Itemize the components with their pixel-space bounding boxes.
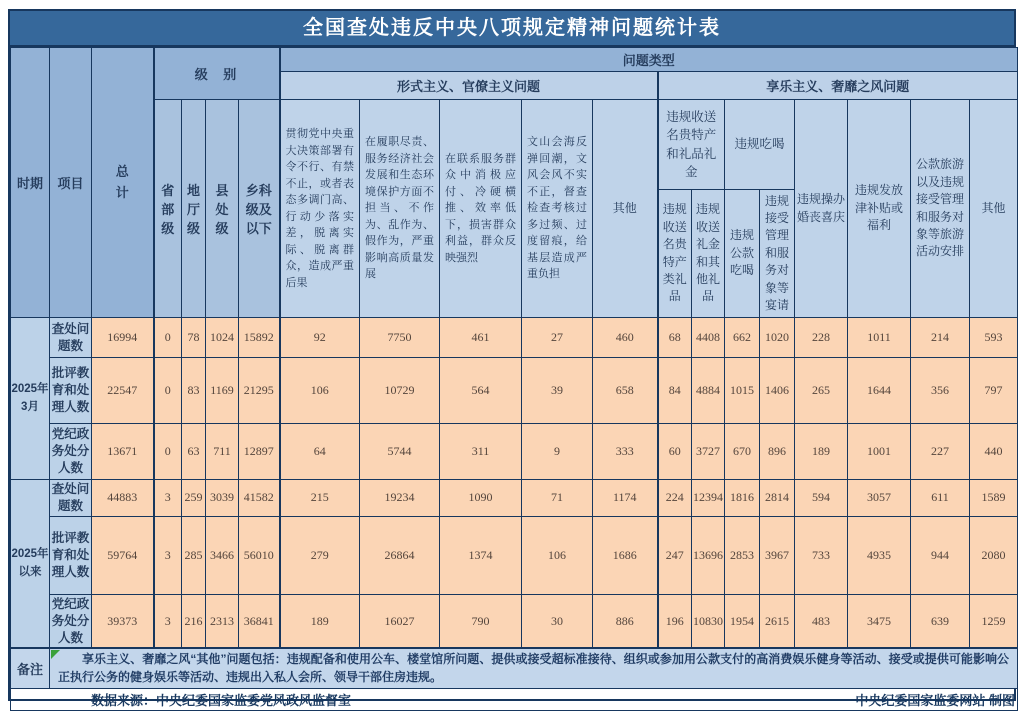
data-cell: 3039 xyxy=(206,480,239,517)
table-row xyxy=(11,480,1018,517)
data-cell: 1816 xyxy=(725,480,760,517)
data-cell: 1406 xyxy=(760,358,795,424)
data-cell: 7750 xyxy=(360,318,440,358)
data-cell: 1020 xyxy=(760,318,795,358)
data-cell: 13696 xyxy=(692,516,725,594)
data-cell: 3475 xyxy=(848,594,911,648)
data-cell: 228 xyxy=(795,318,848,358)
data-cell: 60 xyxy=(658,424,692,480)
col-header-formalism-other: 其他 xyxy=(593,100,658,318)
data-cell: 3967 xyxy=(760,516,795,594)
page-title: 全国查处违反中央八项规定精神问题统计表 xyxy=(10,11,1014,47)
data-cell: 0 xyxy=(154,424,182,480)
col-header-formalism-4: 文山会海反弹回潮，文风会风不实不正，督查检查考核过多过频、过度留痕，给基层造成严重负担 xyxy=(522,100,593,318)
data-cell: 216 xyxy=(182,594,206,648)
data-cell: 4884 xyxy=(692,358,725,424)
data-cell: 78 xyxy=(182,318,206,358)
note-label: 备注 xyxy=(11,648,50,688)
data-cell: 10830 xyxy=(692,594,725,648)
data-cell: 594 xyxy=(795,480,848,517)
data-cell: 3466 xyxy=(206,516,239,594)
col-header-formalism-1: 贯彻党中央重大决策部署有令不行、有禁不止，或者表态多调门高、行动少落实差，脱离实际、脱离群众，造成严重后果 xyxy=(280,100,360,318)
data-cell: 460 xyxy=(593,318,658,358)
data-cell: 886 xyxy=(593,594,658,648)
data-cell: 9 xyxy=(522,424,593,480)
col-header-hedonism-other: 其他 xyxy=(970,100,1018,318)
data-cell: 39373 xyxy=(92,594,154,648)
data-cell: 0 xyxy=(154,318,182,358)
data-cell: 44883 xyxy=(92,480,154,517)
data-cell: 106 xyxy=(522,516,593,594)
data-cell: 1686 xyxy=(593,516,658,594)
data-cell: 63 xyxy=(182,424,206,480)
data-cell: 5744 xyxy=(360,424,440,480)
data-cell: 56010 xyxy=(239,516,280,594)
data-cell: 265 xyxy=(795,358,848,424)
data-cell: 12897 xyxy=(239,424,280,480)
data-cell: 227 xyxy=(911,424,970,480)
data-cell: 15892 xyxy=(239,318,280,358)
data-cell: 259 xyxy=(182,480,206,517)
data-cell: 593 xyxy=(970,318,1018,358)
data-cell: 3 xyxy=(154,480,182,517)
data-cell: 2853 xyxy=(725,516,760,594)
col-header-level-group: 级 别 xyxy=(154,48,280,100)
data-cell: 662 xyxy=(725,318,760,358)
data-cell: 1644 xyxy=(848,358,911,424)
row-label: 查处问题数 xyxy=(50,318,92,358)
data-cell: 16994 xyxy=(92,318,154,358)
data-cell: 1374 xyxy=(440,516,522,594)
col-header-dining-public-funds: 违规公款吃喝 xyxy=(725,190,760,318)
data-cell: 461 xyxy=(440,318,522,358)
note-cell xyxy=(50,648,1018,688)
data-cell: 39 xyxy=(522,358,593,424)
data-cell: 733 xyxy=(795,516,848,594)
data-cell: 896 xyxy=(760,424,795,480)
col-header-item: 项目 xyxy=(50,48,92,318)
data-cell: 311 xyxy=(440,424,522,480)
data-cell: 22547 xyxy=(92,358,154,424)
data-cell: 0 xyxy=(154,358,182,424)
data-cell: 285 xyxy=(182,516,206,594)
data-cell: 41582 xyxy=(239,480,280,517)
data-cell: 1011 xyxy=(848,318,911,358)
data-cell: 711 xyxy=(206,424,239,480)
col-header-dining-banquets: 违规接受管理和服务对象等宴请 xyxy=(760,190,795,318)
col-header-level-county: 县处级 xyxy=(206,100,239,318)
group-header-hedonism: 享乐主义、奢靡之风问题 xyxy=(658,72,1018,100)
data-source-text: 数据来源：中央纪委国家监委党风政风监督室 xyxy=(91,693,352,709)
table-row xyxy=(11,424,1018,480)
col-header-formalism-3: 在联系服务群众中消极应付、冷硬横推、效率低下，损害群众利益，群众反映强烈 xyxy=(440,100,522,318)
data-cell: 26864 xyxy=(360,516,440,594)
data-cell: 71 xyxy=(522,480,593,517)
col-header-level-prefecture: 地厅级 xyxy=(182,100,206,318)
row-label: 党纪政务处分人数 xyxy=(50,424,92,480)
data-cell: 3 xyxy=(154,594,182,648)
data-cell: 106 xyxy=(280,358,360,424)
data-cell: 279 xyxy=(280,516,360,594)
data-cell: 10729 xyxy=(360,358,440,424)
data-cell: 83 xyxy=(182,358,206,424)
data-cell: 483 xyxy=(795,594,848,648)
source-row xyxy=(11,689,1018,711)
data-cell: 1024 xyxy=(206,318,239,358)
comment-marker-icon xyxy=(51,650,60,659)
statistics-table xyxy=(10,47,1018,711)
table-row xyxy=(11,358,1018,424)
row-label: 查处问题数 xyxy=(50,480,92,517)
data-cell: 2814 xyxy=(760,480,795,517)
data-cell: 224 xyxy=(658,480,692,517)
data-cell: 27 xyxy=(522,318,593,358)
data-cell: 84 xyxy=(658,358,692,424)
data-cell: 30 xyxy=(522,594,593,648)
data-cell: 2615 xyxy=(760,594,795,648)
col-header-level-province: 省部级 xyxy=(154,100,182,318)
data-cell: 356 xyxy=(911,358,970,424)
data-cell: 92 xyxy=(280,318,360,358)
col-header-problem-type: 问题类型 xyxy=(280,48,1018,72)
data-cell: 639 xyxy=(911,594,970,648)
data-cell: 59764 xyxy=(92,516,154,594)
data-cell: 333 xyxy=(593,424,658,480)
data-cell: 1169 xyxy=(206,358,239,424)
data-cell: 1259 xyxy=(970,594,1018,648)
table-row xyxy=(11,318,1018,358)
data-cell: 21295 xyxy=(239,358,280,424)
credit-text: 中央纪委国家监委网站 制图 xyxy=(855,693,1016,709)
data-cell: 2080 xyxy=(970,516,1018,594)
group-header-gifts: 违规收送名贵特产和礼品礼金 xyxy=(658,100,725,190)
data-cell: 3057 xyxy=(848,480,911,517)
group-header-formalism: 形式主义、官僚主义问题 xyxy=(280,72,658,100)
col-header-public-travel: 公款旅游以及违规接受管理和服务对象等旅游活动安排 xyxy=(911,100,970,318)
data-cell: 196 xyxy=(658,594,692,648)
data-cell: 658 xyxy=(593,358,658,424)
period-cell: 2025年以来 xyxy=(11,480,50,649)
data-cell: 1015 xyxy=(725,358,760,424)
data-cell: 2313 xyxy=(206,594,239,648)
data-cell: 564 xyxy=(440,358,522,424)
data-cell: 3727 xyxy=(692,424,725,480)
data-cell: 1174 xyxy=(593,480,658,517)
data-cell: 215 xyxy=(280,480,360,517)
row-label: 批评教育和处理人数 xyxy=(50,516,92,594)
note-text: 享乐主义、奢靡之风“其他”问题包括：违规配备和使用公车、楼堂馆所问题、提供或接受超标准接待、组织或参加用公款支付的高消费娱乐健身等活动、接受或提供可能影响公正执行公务的健身娱乐等活动、违规出入私人会所、领导干部住房违规。 xyxy=(58,652,1010,684)
data-cell: 4935 xyxy=(848,516,911,594)
col-header-allowances: 违规发放津补贴或福利 xyxy=(848,100,911,318)
col-header-formalism-2: 在履职尽责、服务经济社会发展和生态环境保护方面不担当、不作为、乱作为、假作为，严重影响高质量发展 xyxy=(360,100,440,318)
statistics-table-frame xyxy=(8,9,1016,709)
data-cell: 944 xyxy=(911,516,970,594)
data-cell: 12394 xyxy=(692,480,725,517)
data-cell: 19234 xyxy=(360,480,440,517)
data-cell: 247 xyxy=(658,516,692,594)
data-cell: 1589 xyxy=(970,480,1018,517)
data-cell: 670 xyxy=(725,424,760,480)
table-row xyxy=(11,516,1018,594)
data-cell: 64 xyxy=(280,424,360,480)
data-cell: 16027 xyxy=(360,594,440,648)
data-cell: 1001 xyxy=(848,424,911,480)
group-header-dining: 违规吃喝 xyxy=(725,100,795,190)
col-header-gifts-cash: 违规收送礼金和其他礼品 xyxy=(692,190,725,318)
data-cell: 68 xyxy=(658,318,692,358)
data-cell: 1090 xyxy=(440,480,522,517)
data-cell: 189 xyxy=(795,424,848,480)
col-header-weddings-funerals: 违规操办婚丧喜庆 xyxy=(795,100,848,318)
data-cell: 440 xyxy=(970,424,1018,480)
period-cell: 2025年3月 xyxy=(11,318,50,480)
data-cell: 13671 xyxy=(92,424,154,480)
col-header-gifts-specialty: 违规收送名贵特产类礼品 xyxy=(658,190,692,318)
data-cell: 214 xyxy=(911,318,970,358)
data-cell: 4408 xyxy=(692,318,725,358)
data-cell: 611 xyxy=(911,480,970,517)
data-cell: 3 xyxy=(154,516,182,594)
col-header-level-township: 乡科级及以下 xyxy=(239,100,280,318)
row-label: 党纪政务处分人数 xyxy=(50,594,92,648)
table-row xyxy=(11,594,1018,648)
data-cell: 36841 xyxy=(239,594,280,648)
data-cell: 189 xyxy=(280,594,360,648)
data-cell: 790 xyxy=(440,594,522,648)
col-header-period: 时期 xyxy=(11,48,50,318)
col-header-total: 总计 xyxy=(92,48,154,318)
data-cell: 1954 xyxy=(725,594,760,648)
row-label: 批评教育和处理人数 xyxy=(50,358,92,424)
data-cell: 797 xyxy=(970,358,1018,424)
